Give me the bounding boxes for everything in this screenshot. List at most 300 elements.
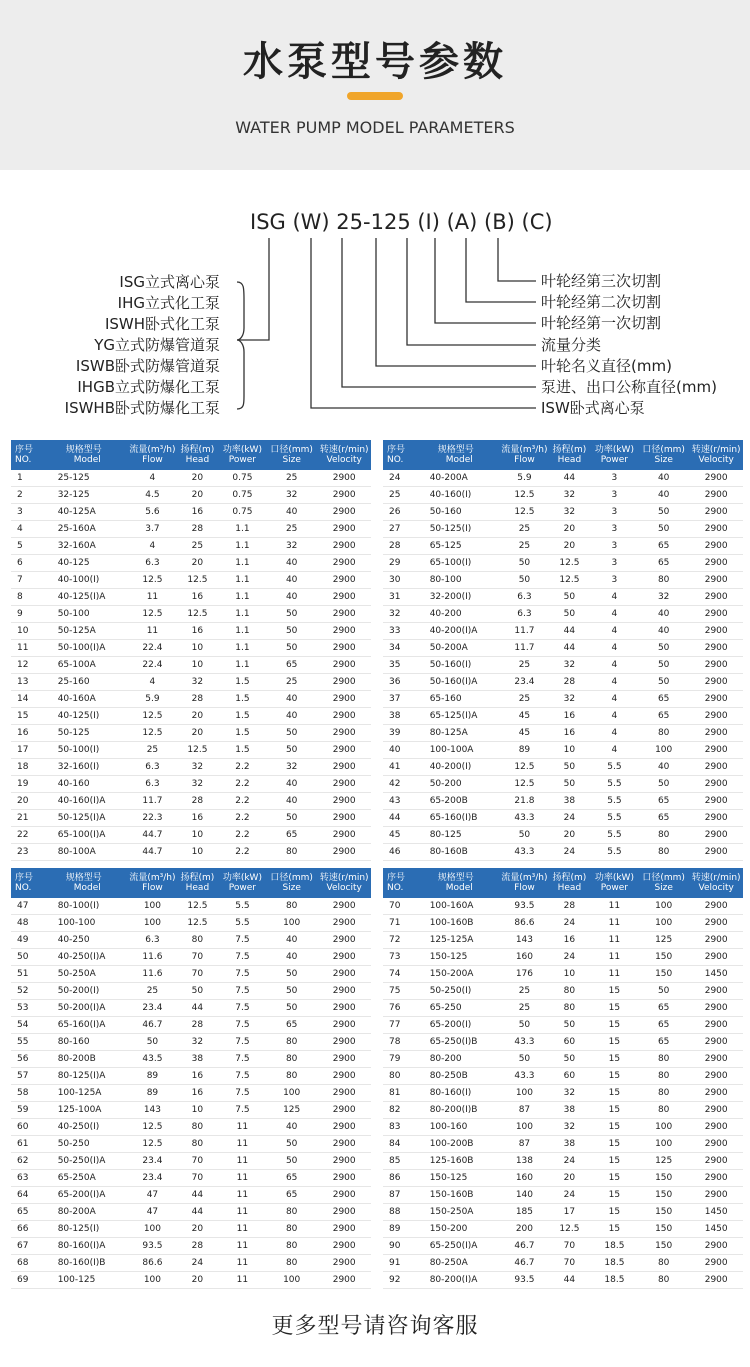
table-cell: 50 [266,623,317,640]
table-cell: 16 [548,932,591,949]
table-row [11,898,371,915]
table-cell: 1.5 [219,708,266,725]
table-row [383,1204,743,1221]
column-header [52,868,129,898]
column-header-en: Size [654,883,673,893]
table-cell: 40 [638,759,689,776]
table-cell: 100 [266,1085,317,1102]
table-cell: 50 [548,776,591,793]
table-row [383,827,743,844]
table-cell: 12.5 [176,915,219,932]
table-cell: 15 [591,1051,638,1068]
table-cell: 100 [266,1272,317,1289]
table-cell: 15 [591,1034,638,1051]
table-cell: 80 [176,1136,219,1153]
table-cell: 16 [176,1068,219,1085]
table-cell: 47 [11,898,52,915]
table-cell: 50 [266,742,317,759]
table-cell: 2900 [689,657,743,674]
table-row [383,915,743,932]
table-cell: 40 [638,606,689,623]
table-cell: 66 [11,1221,52,1238]
table-cell: 2900 [689,538,743,555]
left-label: IHG立式化工泵 [117,294,220,312]
table-cell: 4 [129,538,176,555]
table-cell: 38 [548,793,591,810]
column-header-en: Head [185,883,210,893]
table-row [11,742,371,759]
table-cell: 12.5 [129,572,176,589]
column-header [591,868,638,898]
table-cell: 25-125 [52,470,129,487]
table-cell: 43.5 [129,1051,176,1068]
table-cell: 11 [219,1238,266,1255]
table-cell: 15 [591,1085,638,1102]
column-header-cn: 规格型号 [437,873,474,883]
table-cell: 50 [638,674,689,691]
table-cell: 0.75 [219,487,266,504]
table-cell: 50 [548,1051,591,1068]
table-cell: 64 [11,1187,52,1204]
table-cell: 80 [638,1085,689,1102]
table-cell: 12.5 [548,1221,591,1238]
column-header-cn: 规格型号 [437,445,474,455]
footer-note: 更多型号请咨询客服 [271,1314,479,1339]
table-cell: 4 [129,674,176,691]
table-cell: 51 [11,966,52,983]
table-cell: 80 [266,1255,317,1272]
table-cell: 80 [266,1238,317,1255]
table-row [11,555,371,572]
table-row [11,793,371,810]
table-cell: 86.6 [501,915,548,932]
table-cell: 22.3 [129,810,176,827]
table-cell: 70 [176,966,219,983]
column-header [638,868,689,898]
table-cell: 31 [383,589,424,606]
table-cell: 19 [11,776,52,793]
table-cell: 38 [383,708,424,725]
table-cell: 18.5 [591,1272,638,1289]
column-header-cn: 流量(m³/h) [129,445,176,455]
column-header [317,440,371,470]
table-cell: 50 [11,949,52,966]
table-row [11,521,371,538]
table-cell: 25 [501,983,548,1000]
table-cell: 33 [383,623,424,640]
column-header [219,868,266,898]
table-cell: 2900 [317,1204,371,1221]
column-header-cn: 功率(kW) [594,873,634,883]
table-cell: 15 [591,1204,638,1221]
table-cell: 2900 [317,932,371,949]
table-cell: 100 [638,915,689,932]
table-cell: 2900 [317,487,371,504]
table-cell: 40 [266,932,317,949]
column-header-cn: 流量(m³/h) [501,445,548,455]
table-cell: 2900 [317,674,371,691]
column-header-cn: 流量(m³/h) [129,873,176,883]
table-cell: 40 [266,572,317,589]
table-cell: 17 [11,742,52,759]
table-cell: 43 [383,793,424,810]
column-header-en: Flow [514,883,535,893]
table-cell: 50 [548,589,591,606]
table-cell: 5.5 [219,898,266,915]
table-cell: 2900 [317,1136,371,1153]
table-cell: 18 [11,759,52,776]
table-cell: 40-160(I)A [52,793,129,810]
table-cell: 32 [548,487,591,504]
table-cell: 43.3 [501,810,548,827]
table-cell: 70 [176,1153,219,1170]
table-cell: 2900 [317,504,371,521]
table-cell: 100-160 [424,1119,501,1136]
column-header-en: Velocity [698,455,734,465]
table-cell: 65-250(I)B [424,1034,501,1051]
table-cell: 9 [11,606,52,623]
table-cell: 25 [501,691,548,708]
table-cell: 65 [266,1170,317,1187]
table-cell: 25 [266,521,317,538]
table-row [383,1051,743,1068]
table-row [11,915,371,932]
column-header [383,868,424,898]
table-cell: 32 [266,759,317,776]
table-cell: 160 [501,1170,548,1187]
table-row [383,1153,743,1170]
table-cell: 40 [266,504,317,521]
column-header-cn: 转速(r/min) [691,445,741,455]
table-cell: 47 [129,1204,176,1221]
table-cell: 125-100A [52,1102,129,1119]
table-cell: 100-100 [52,915,129,932]
table-cell: 150 [638,949,689,966]
table-cell: 50 [501,1017,548,1034]
table-cell: 50 [266,1000,317,1017]
table-cell: 18.5 [591,1255,638,1272]
table-cell: 150 [638,1238,689,1255]
table-cell: 2.2 [219,810,266,827]
left-label: ISWH卧式化工泵 [104,315,220,333]
table-row [11,1170,371,1187]
table-cell: 1.1 [219,623,266,640]
table-cell: 50 [129,1034,176,1051]
table-cell: 65 [266,1187,317,1204]
table-cell: 12.5 [176,898,219,915]
table-cell: 2900 [689,810,743,827]
params-table [11,440,371,861]
table-cell: 2900 [317,810,371,827]
table-cell: 32 [383,606,424,623]
left-label: ISG立式离心泵 [119,273,220,291]
table-cell: 24 [548,915,591,932]
table-cell: 3 [591,521,638,538]
table-cell: 20 [548,538,591,555]
table-cell: 55 [11,1034,52,1051]
table-cell: 65 [638,1000,689,1017]
table-row [383,759,743,776]
column-header-cn: 口径(mm) [270,873,313,883]
table-cell: 11.7 [501,623,548,640]
column-header [176,440,219,470]
table-cell: 25 [266,470,317,487]
table-cell: 80-100(I) [52,898,129,915]
table-cell: 5 [11,538,52,555]
table-cell: 50 [266,725,317,742]
table-cell: 10 [11,623,52,640]
column-header-cn: 扬程(m) [180,445,215,455]
column-header-cn: 转速(r/min) [319,445,369,455]
table-cell: 2900 [317,1102,371,1119]
table-row [11,606,371,623]
table-cell: 23.4 [129,1170,176,1187]
table-row [383,1017,743,1034]
table-cell: 84 [383,1136,424,1153]
table-row [383,623,743,640]
table-row [11,1204,371,1221]
table-cell: 1 [11,470,52,487]
table-cell: 90 [383,1238,424,1255]
table-cell: 28 [176,691,219,708]
table-cell: 100 [129,898,176,915]
table-cell: 44 [176,1000,219,1017]
table-cell: 7.5 [219,1085,266,1102]
table-cell: 80-200(I)B [424,1102,501,1119]
table-cell: 25 [129,983,176,1000]
table-cell: 11 [219,1170,266,1187]
table-row [383,555,743,572]
table-cell: 1450 [689,1204,743,1221]
column-header-cn: 扬程(m) [180,873,215,883]
table-cell: 2900 [317,1272,371,1289]
table-row [383,793,743,810]
table-cell: 59 [11,1102,52,1119]
table-cell: 185 [501,1204,548,1221]
column-header-cn: 口径(mm) [642,873,685,883]
table-cell: 40 [383,742,424,759]
table-cell: 7.5 [219,966,266,983]
table-cell: 65-250A [52,1170,129,1187]
table-cell: 2900 [689,623,743,640]
table-cell: 7.5 [219,1051,266,1068]
table-cell: 70 [383,898,424,915]
table-cell: 2900 [317,759,371,776]
table-row [11,657,371,674]
column-header [638,440,689,470]
column-header [548,440,591,470]
table-cell: 6.3 [129,759,176,776]
table-cell: 100 [129,1272,176,1289]
table-cell: 32 [548,504,591,521]
table-cell: 4 [591,674,638,691]
table-cell: 65-125 [424,538,501,555]
table-cell: 12.5 [548,572,591,589]
table-cell: 1.5 [219,742,266,759]
table-cell: 58 [11,1085,52,1102]
table-cell: 2900 [317,1170,371,1187]
table-row [383,1000,743,1017]
table-cell: 16 [548,708,591,725]
table-cell: 11 [129,589,176,606]
table-row [11,1000,371,1017]
table-cell: 2900 [689,504,743,521]
table-cell: 3 [591,470,638,487]
table-cell: 2900 [689,640,743,657]
table-cell: 40-200A [424,470,501,487]
table-cell: 150-125 [424,1170,501,1187]
column-header-en: Size [282,883,301,893]
table-row [383,708,743,725]
table-row [383,844,743,861]
table-cell: 76 [383,1000,424,1017]
table-cell: 50 [501,1051,548,1068]
table-cell: 79 [383,1051,424,1068]
table-cell: 37 [383,691,424,708]
table-cell: 25 [176,538,219,555]
table-cell: 4 [591,691,638,708]
table-cell: 40 [266,555,317,572]
table-cell: 28 [548,898,591,915]
column-header-cn: 序号 [387,445,406,455]
table-cell: 65 [11,1204,52,1221]
table-cell: 20 [176,1221,219,1238]
table-cell: 40-125(I)A [52,589,129,606]
table-cell: 2900 [317,1255,371,1272]
table-cell: 1.5 [219,725,266,742]
table-cell: 50-160 [424,504,501,521]
table-cell: 80 [638,1272,689,1289]
table-cell: 50 [501,572,548,589]
table-cell: 40 [266,949,317,966]
table-cell: 16 [11,725,52,742]
table-cell: 2900 [689,487,743,504]
table-row [383,1119,743,1136]
table-cell: 7.5 [219,949,266,966]
table-cell: 12.5 [501,776,548,793]
table-cell: 24 [548,810,591,827]
column-header-cn: 扬程(m) [552,445,587,455]
table-cell: 65 [266,657,317,674]
table-cell: 24 [383,470,424,487]
table-cell: 50-125 [52,725,129,742]
table-cell: 4 [591,640,638,657]
table-cell: 28 [383,538,424,555]
table-cell: 32-160A [52,538,129,555]
table-cell: 2900 [317,725,371,742]
table-cell: 16 [176,1085,219,1102]
table-cell: 89 [129,1085,176,1102]
table-cell: 24 [548,1187,591,1204]
table-cell: 6.3 [501,606,548,623]
table-cell: 2900 [689,606,743,623]
table-cell: 2900 [689,915,743,932]
table-cell: 11.6 [129,966,176,983]
table-cell: 150 [638,1187,689,1204]
table-cell: 40-200 [424,606,501,623]
table-cell: 12.5 [176,742,219,759]
table-cell: 50 [266,640,317,657]
table-cell: 50 [638,776,689,793]
column-header-en: NO. [15,883,32,893]
table-cell: 44 [176,1204,219,1221]
table-cell: 50 [548,606,591,623]
column-header-en: Power [228,883,256,893]
table-cell: 45 [501,725,548,742]
table-cell: 40-200(I)A [424,623,501,640]
table-cell: 100 [638,742,689,759]
table-cell: 50-160(I)A [424,674,501,691]
page-title: 水泵型号参数 [243,39,507,85]
table-cell: 1.1 [219,555,266,572]
table-cell: 42 [383,776,424,793]
table-cell: 22.4 [129,657,176,674]
table-cell: 65 [266,1017,317,1034]
table-cell: 5.9 [501,470,548,487]
table-row [11,623,371,640]
table-cell: 3 [11,504,52,521]
table-cell: 2900 [689,1272,743,1289]
table-row [383,1221,743,1238]
column-header-en: NO. [387,883,404,893]
table-cell: 87 [383,1187,424,1204]
table-cell: 12.5 [176,572,219,589]
table-cell: 4 [591,606,638,623]
column-header [219,440,266,470]
table-cell: 62 [11,1153,52,1170]
table-cell: 80 [266,844,317,861]
table-cell: 50 [638,521,689,538]
table-cell: 49 [11,932,52,949]
table-cell: 83 [383,1119,424,1136]
right-label: 叶轮经第三次切割 [541,272,662,290]
column-header [129,440,176,470]
table-cell: 15 [591,1017,638,1034]
table-cell: 50-125A [52,623,129,640]
column-header [11,868,52,898]
table-row [383,572,743,589]
right-label: 叶轮经第一次切割 [541,314,662,332]
table-cell: 44.7 [129,844,176,861]
table-cell: 92 [383,1272,424,1289]
table-cell: 5.9 [129,691,176,708]
table-row [383,538,743,555]
table-cell: 57 [11,1068,52,1085]
table-cell: 4 [129,470,176,487]
table-row [11,725,371,742]
table-cell: 2900 [317,898,371,915]
table-cell: 200 [501,1221,548,1238]
column-header-en: Head [557,455,582,465]
table-row [11,572,371,589]
table-row [383,657,743,674]
table-header-row [11,440,371,470]
table-cell: 74 [383,966,424,983]
table-cell: 65-160 [424,691,501,708]
column-header-en: Model [73,883,101,893]
table-cell: 70 [548,1255,591,1272]
table-cell: 38 [176,1051,219,1068]
table-cell: 2900 [317,827,371,844]
table-cell: 25 [501,657,548,674]
table-cell: 80-125(I) [52,1221,129,1238]
table-cell: 15 [591,1000,638,1017]
table-cell: 48 [11,915,52,932]
table-cell: 1.1 [219,589,266,606]
model-code: ISG (W) 25-125 (I) (A) (B) (C) [250,210,553,234]
table-cell: 7.5 [219,1017,266,1034]
table-row [11,983,371,1000]
